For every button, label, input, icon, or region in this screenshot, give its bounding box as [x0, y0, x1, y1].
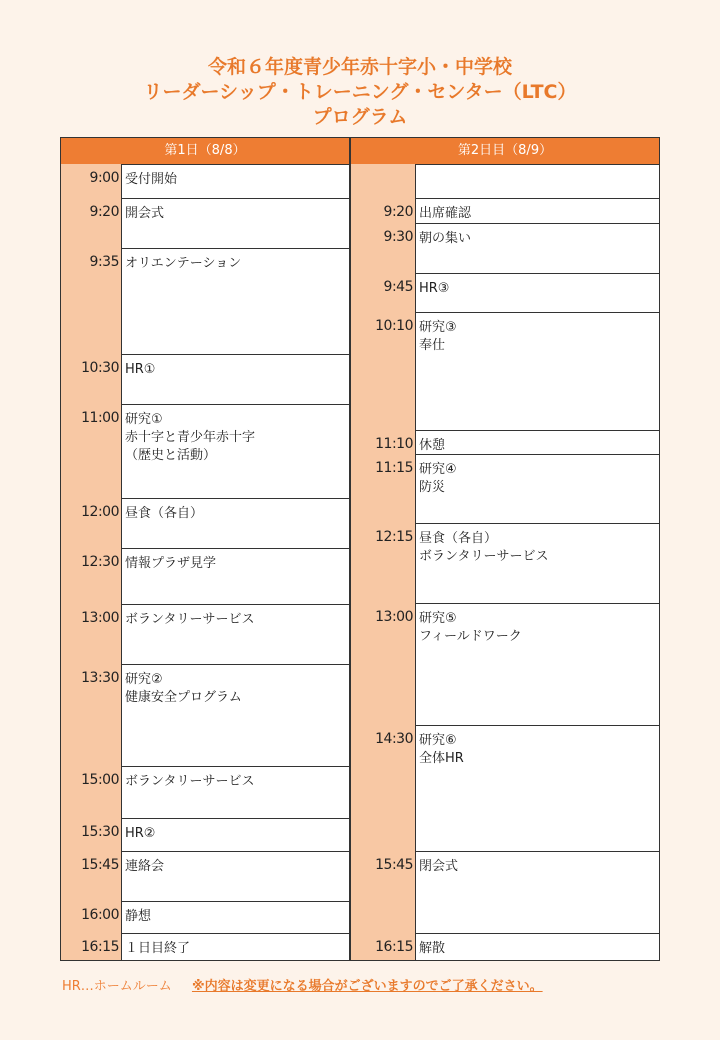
schedule-time: 9:45: [383, 279, 413, 295]
day1-schedule: [60, 137, 350, 961]
schedule-row: [61, 498, 349, 548]
schedule-row: [61, 766, 349, 818]
schedule-time: 13:30: [81, 670, 119, 686]
schedule-activity: 研究① 赤十字と青少年赤十字 （歴史と活動）: [122, 404, 349, 498]
schedule-activity: １日目終了: [122, 933, 349, 961]
schedule-row: [351, 223, 659, 273]
schedule-row: [351, 430, 659, 454]
schedule-row: [61, 198, 349, 248]
schedule-activity: 閉会式: [416, 851, 659, 933]
schedule-time: 12:30: [81, 554, 119, 570]
schedule-activity: オリエンテーション: [122, 248, 349, 354]
change-notice: ※内容は変更になる場合がございますのでご了承ください。: [191, 979, 543, 994]
schedule-time: 11:15: [375, 460, 413, 476]
schedule-activity: 開会式: [122, 198, 349, 248]
schedule-time: 15:45: [81, 857, 119, 873]
schedule-row: [61, 901, 349, 933]
schedule-time: 14:30: [375, 731, 413, 747]
schedule-row: [351, 198, 659, 223]
schedule-time: 13:00: [81, 610, 119, 626]
day2-header: 第2日目（8/9）: [351, 138, 659, 165]
program-title: [0, 55, 720, 130]
title-line-1: 令和６年度青少年赤十字小・中学校: [207, 56, 512, 78]
title-line-2: リーダーシップ・トレーニング・センター（LTC）: [143, 81, 577, 103]
schedule-row: [351, 454, 659, 523]
title-line-3: プログラム: [312, 106, 408, 128]
schedule-row: [61, 604, 349, 664]
schedule-row: [351, 164, 659, 198]
schedule-activity: HR①: [122, 354, 349, 404]
schedule-activity: ボランタリーサービス: [122, 604, 349, 664]
schedule-time: 9:35: [89, 254, 119, 270]
schedule-time: 9:00: [89, 170, 119, 186]
schedule-row: [61, 354, 349, 404]
schedule-activity: 朝の集い: [416, 223, 659, 273]
schedule-activity: 研究③ 奉仕: [416, 312, 659, 430]
schedule-time: 9:30: [383, 229, 413, 245]
schedule-row: [351, 933, 659, 961]
day2-schedule: [350, 137, 660, 961]
hr-legend: HR…ホームルーム: [62, 979, 172, 994]
schedule-activity: HR②: [122, 818, 349, 851]
schedule-row: [351, 523, 659, 603]
footer-notes: [62, 975, 543, 994]
schedule-time: 16:00: [81, 907, 119, 923]
schedule-activity: 休憩: [416, 430, 659, 454]
schedule-row: [351, 603, 659, 725]
schedule-time: 15:30: [81, 824, 119, 840]
schedule-activity: ボランタリーサービス: [122, 766, 349, 818]
schedule-row: [61, 548, 349, 604]
day1-header: 第1日（8/8）: [61, 138, 349, 165]
schedule-activity: 静想: [122, 901, 349, 933]
schedule-activity: [416, 164, 659, 198]
schedule-time: 11:10: [375, 436, 413, 452]
schedule-time: 10:10: [375, 318, 413, 334]
schedule-row: [61, 164, 349, 198]
schedule-activity: 昼食（各自）: [122, 498, 349, 548]
schedule-time: 16:15: [375, 939, 413, 955]
schedule-activity: HR③: [416, 273, 659, 312]
schedule-row: [61, 933, 349, 961]
schedule-time: 12:15: [375, 529, 413, 545]
schedule-row: [351, 725, 659, 851]
schedule-activity: 情報プラザ見学: [122, 548, 349, 604]
schedule-activity: 研究④ 防災: [416, 454, 659, 523]
schedule-row: [61, 818, 349, 851]
schedule-time: 9:20: [89, 204, 119, 220]
schedule-row: [351, 273, 659, 312]
schedule-activity: 連絡会: [122, 851, 349, 901]
schedule-activity: 研究⑥ 全体HR: [416, 725, 659, 851]
schedule-row: [61, 664, 349, 766]
schedule-activity: 出席確認: [416, 198, 659, 223]
schedule-time: 12:00: [81, 504, 119, 520]
schedule-row: [61, 404, 349, 498]
schedule-activity: 昼食（各自） ボランタリーサービス: [416, 523, 659, 603]
schedule-time: 13:00: [375, 609, 413, 625]
schedule-row: [61, 248, 349, 354]
schedule-time: 15:45: [375, 857, 413, 873]
schedule-row: [351, 312, 659, 430]
schedule-time: 16:15: [81, 939, 119, 955]
schedule-activity: 研究② 健康安全プログラム: [122, 664, 349, 766]
schedule-time: 10:30: [81, 360, 119, 376]
schedule-activity: 研究⑤ フィールドワーク: [416, 603, 659, 725]
schedule-row: [351, 851, 659, 933]
schedule-time: 15:00: [81, 772, 119, 788]
schedule-time: 11:00: [81, 410, 119, 426]
schedule-row: [61, 851, 349, 901]
schedule-time: 9:20: [383, 204, 413, 220]
schedule-activity: 受付開始: [122, 164, 349, 198]
schedule-activity: 解散: [416, 933, 659, 961]
